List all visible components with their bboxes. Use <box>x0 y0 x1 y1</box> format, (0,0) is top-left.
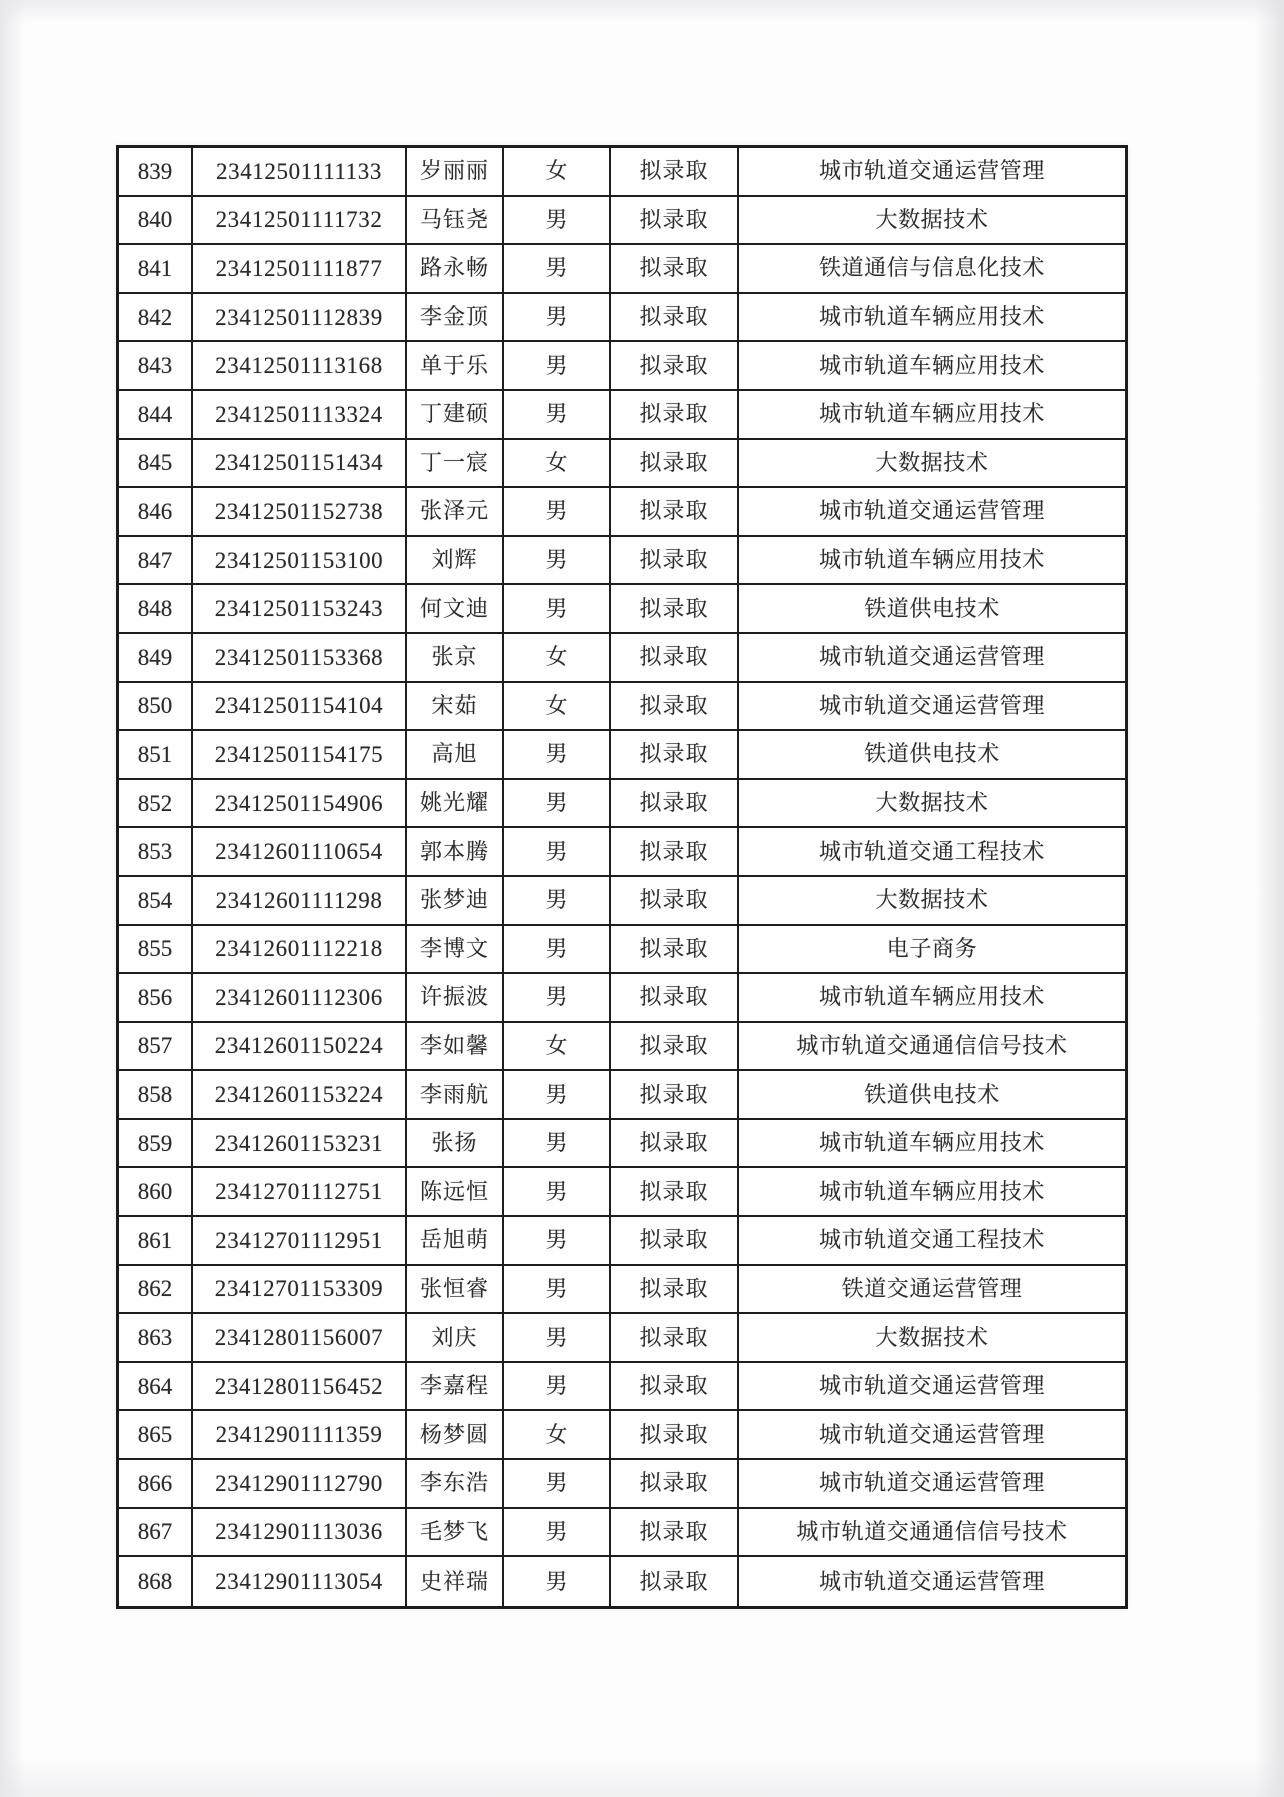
cell-name: 刘庆 <box>407 1314 504 1361</box>
cell-major: 城市轨道车辆应用技术 <box>818 984 1045 1010</box>
cell-major: 城市轨道交通运营管理 <box>818 692 1045 718</box>
cell-admission-status: 拟录取 <box>611 537 739 584</box>
table-row <box>119 148 1125 197</box>
cell-name: 李雨航 <box>407 1071 504 1118</box>
cell-gender: 男 <box>504 731 611 778</box>
cell-row-number: 866 <box>119 1460 193 1507</box>
cell-admission-status: 拟录取 <box>611 1460 739 1507</box>
cell-row-number: 853 <box>119 828 193 875</box>
cell-name: 姚光耀 <box>407 780 504 827</box>
cell-major: 大数据技术 <box>875 449 989 475</box>
cell-candidate-id: 23412501113324 <box>193 391 407 438</box>
table-row <box>119 1266 1125 1315</box>
cell-admission-status: 拟录取 <box>611 634 739 681</box>
cell-gender: 女 <box>504 683 611 730</box>
table-row <box>119 634 1125 683</box>
table-row <box>119 731 1125 780</box>
cell-candidate-id: 23412601112218 <box>193 926 407 973</box>
cell-major: 城市轨道交通通信信号技术 <box>796 1032 1068 1058</box>
cell-admission-status: 拟录取 <box>611 828 739 875</box>
table-row <box>119 440 1125 489</box>
cell-major: 城市轨道交通运营管理 <box>818 498 1045 524</box>
cell-gender: 男 <box>504 342 611 389</box>
cell-gender: 女 <box>504 1411 611 1458</box>
cell-candidate-id: 23412501111133 <box>193 148 407 195</box>
cell-name: 张恒睿 <box>407 1266 504 1313</box>
cell-name: 郭本腾 <box>407 828 504 875</box>
cell-candidate-id: 23412701112951 <box>193 1217 407 1264</box>
cell-gender: 男 <box>504 1217 611 1264</box>
cell-gender: 男 <box>504 1557 611 1606</box>
cell-candidate-id: 23412501111877 <box>193 245 407 292</box>
cell-gender: 男 <box>504 197 611 244</box>
table-row <box>119 1460 1125 1509</box>
table-row <box>119 245 1125 294</box>
cell-row-number: 849 <box>119 634 193 681</box>
cell-admission-status: 拟录取 <box>611 294 739 341</box>
table-row <box>119 197 1125 246</box>
cell-admission-status: 拟录取 <box>611 342 739 389</box>
table-row <box>119 683 1125 732</box>
cell-admission-status: 拟录取 <box>611 877 739 924</box>
cell-admission-status: 拟录取 <box>611 1363 739 1410</box>
cell-row-number: 867 <box>119 1509 193 1556</box>
cell-row-number: 856 <box>119 974 193 1021</box>
cell-admission-status: 拟录取 <box>611 245 739 292</box>
cell-major: 大数据技术 <box>875 790 989 816</box>
cell-candidate-id: 23412501153100 <box>193 537 407 584</box>
cell-gender: 男 <box>504 537 611 584</box>
cell-major: 城市轨道交通运营管理 <box>818 158 1045 184</box>
cell-row-number: 860 <box>119 1168 193 1215</box>
cell-candidate-id: 23412501153368 <box>193 634 407 681</box>
cell-admission-status: 拟录取 <box>611 1120 739 1167</box>
cell-admission-status: 拟录取 <box>611 585 739 632</box>
cell-row-number: 848 <box>119 585 193 632</box>
cell-admission-status: 拟录取 <box>611 1168 739 1215</box>
cell-admission-status: 拟录取 <box>611 1023 739 1070</box>
cell-major: 大数据技术 <box>875 206 989 232</box>
cell-major: 城市轨道车辆应用技术 <box>818 1130 1045 1156</box>
cell-admission-status: 拟录取 <box>611 1314 739 1361</box>
table-row <box>119 1023 1125 1072</box>
cell-name: 刘辉 <box>407 537 504 584</box>
cell-row-number: 858 <box>119 1071 193 1118</box>
cell-row-number: 851 <box>119 731 193 778</box>
cell-gender: 男 <box>504 1460 611 1507</box>
cell-major: 城市轨道交通通信信号技术 <box>796 1518 1068 1544</box>
cell-candidate-id: 23412501113168 <box>193 342 407 389</box>
cell-candidate-id: 23412801156007 <box>193 1314 407 1361</box>
cell-name: 张扬 <box>407 1120 504 1167</box>
cell-major: 电子商务 <box>886 935 978 961</box>
table-row <box>119 1217 1125 1266</box>
cell-candidate-id: 23412601111298 <box>193 877 407 924</box>
cell-major: 城市轨道车辆应用技术 <box>818 304 1045 330</box>
cell-admission-status: 拟录取 <box>611 780 739 827</box>
cell-major: 城市轨道车辆应用技术 <box>818 352 1045 378</box>
cell-candidate-id: 23412801156452 <box>193 1363 407 1410</box>
table-row <box>119 926 1125 975</box>
cell-name: 毛梦飞 <box>407 1509 504 1556</box>
cell-gender: 男 <box>504 294 611 341</box>
cell-row-number: 850 <box>119 683 193 730</box>
table-row <box>119 1557 1125 1606</box>
table-row <box>119 391 1125 440</box>
cell-name: 张泽元 <box>407 488 504 535</box>
cell-gender: 男 <box>504 1266 611 1313</box>
cell-name: 李如馨 <box>407 1023 504 1070</box>
cell-row-number: 843 <box>119 342 193 389</box>
cell-gender: 女 <box>504 148 611 195</box>
cell-row-number: 846 <box>119 488 193 535</box>
cell-row-number: 855 <box>119 926 193 973</box>
cell-name: 路永畅 <box>407 245 504 292</box>
table-row <box>119 537 1125 586</box>
cell-major: 城市轨道交通运营管理 <box>818 1421 1045 1447</box>
cell-gender: 男 <box>504 828 611 875</box>
cell-candidate-id: 23412501154104 <box>193 683 407 730</box>
cell-gender: 男 <box>504 1120 611 1167</box>
cell-candidate-id: 23412501151434 <box>193 440 407 487</box>
cell-row-number: 862 <box>119 1266 193 1313</box>
cell-row-number: 842 <box>119 294 193 341</box>
cell-candidate-id: 23412601150224 <box>193 1023 407 1070</box>
cell-name: 单于乐 <box>407 342 504 389</box>
cell-name: 丁一宸 <box>407 440 504 487</box>
cell-gender: 男 <box>504 245 611 292</box>
cell-admission-status: 拟录取 <box>611 197 739 244</box>
cell-major: 铁道通信与信息化技术 <box>818 255 1045 281</box>
cell-row-number: 852 <box>119 780 193 827</box>
cell-name: 岁丽丽 <box>407 148 504 195</box>
cell-candidate-id: 23412501153243 <box>193 585 407 632</box>
cell-admission-status: 拟录取 <box>611 1411 739 1458</box>
cell-gender: 男 <box>504 585 611 632</box>
cell-candidate-id: 23412901112790 <box>193 1460 407 1507</box>
cell-admission-status: 拟录取 <box>611 148 739 195</box>
cell-admission-status: 拟录取 <box>611 974 739 1021</box>
table-row <box>119 780 1125 829</box>
cell-name: 高旭 <box>407 731 504 778</box>
cell-major: 铁道交通运营管理 <box>841 1275 1023 1301</box>
cell-major: 大数据技术 <box>875 887 989 913</box>
table-row <box>119 877 1125 926</box>
cell-candidate-id: 23412701153309 <box>193 1266 407 1313</box>
cell-major: 大数据技术 <box>875 1324 989 1350</box>
cell-row-number: 845 <box>119 440 193 487</box>
cell-major: 城市轨道交通工程技术 <box>818 1227 1045 1253</box>
cell-gender: 男 <box>504 1363 611 1410</box>
cell-candidate-id: 23412901113036 <box>193 1509 407 1556</box>
cell-name: 杨梦圆 <box>407 1411 504 1458</box>
table-row <box>119 585 1125 634</box>
cell-candidate-id: 23412901113054 <box>193 1557 407 1606</box>
cell-candidate-id: 23412501111732 <box>193 197 407 244</box>
cell-major: 铁道供电技术 <box>864 741 1000 767</box>
cell-name: 李博文 <box>407 926 504 973</box>
cell-major: 城市轨道车辆应用技术 <box>818 547 1045 573</box>
cell-row-number: 863 <box>119 1314 193 1361</box>
cell-admission-status: 拟录取 <box>611 731 739 778</box>
cell-row-number: 864 <box>119 1363 193 1410</box>
cell-name: 张梦迪 <box>407 877 504 924</box>
cell-candidate-id: 23412501154906 <box>193 780 407 827</box>
cell-candidate-id: 23412901111359 <box>193 1411 407 1458</box>
cell-row-number: 844 <box>119 391 193 438</box>
cell-gender: 男 <box>504 391 611 438</box>
table-row <box>119 1168 1125 1217</box>
cell-candidate-id: 23412601110654 <box>193 828 407 875</box>
cell-row-number: 865 <box>119 1411 193 1458</box>
cell-admission-status: 拟录取 <box>611 488 739 535</box>
cell-admission-status: 拟录取 <box>611 926 739 973</box>
cell-gender: 男 <box>504 780 611 827</box>
cell-gender: 男 <box>504 1314 611 1361</box>
cell-major: 铁道供电技术 <box>864 1081 1000 1107</box>
cell-row-number: 854 <box>119 877 193 924</box>
table-row <box>119 1071 1125 1120</box>
cell-admission-status: 拟录取 <box>611 1217 739 1264</box>
cell-candidate-id: 23412601153224 <box>193 1071 407 1118</box>
cell-major: 城市轨道交通运营管理 <box>818 644 1045 670</box>
cell-gender: 男 <box>504 974 611 1021</box>
cell-name: 马钰尧 <box>407 197 504 244</box>
cell-row-number: 839 <box>119 148 193 195</box>
cell-major: 城市轨道交通运营管理 <box>818 1373 1045 1399</box>
table-row <box>119 974 1125 1023</box>
table-row <box>119 1120 1125 1169</box>
cell-candidate-id: 23412501154175 <box>193 731 407 778</box>
table-row <box>119 294 1125 343</box>
cell-name: 张京 <box>407 634 504 681</box>
cell-gender: 男 <box>504 1509 611 1556</box>
cell-name: 李东浩 <box>407 1460 504 1507</box>
cell-gender: 男 <box>504 877 611 924</box>
cell-row-number: 861 <box>119 1217 193 1264</box>
cell-name: 李嘉程 <box>407 1363 504 1410</box>
cell-candidate-id: 23412601112306 <box>193 974 407 1021</box>
cell-name: 岳旭萌 <box>407 1217 504 1264</box>
table-row <box>119 488 1125 537</box>
cell-gender: 女 <box>504 1023 611 1070</box>
cell-major: 城市轨道交通运营管理 <box>818 1568 1045 1594</box>
cell-gender: 男 <box>504 926 611 973</box>
table-row <box>119 342 1125 391</box>
table-row <box>119 1314 1125 1363</box>
cell-name: 丁建硕 <box>407 391 504 438</box>
admission-list-table <box>116 145 1128 1609</box>
cell-major: 城市轨道车辆应用技术 <box>818 401 1045 427</box>
table-row <box>119 1411 1125 1460</box>
table-row <box>119 1363 1125 1412</box>
cell-major: 城市轨道交通运营管理 <box>818 1470 1045 1496</box>
cell-gender: 女 <box>504 634 611 681</box>
cell-row-number: 841 <box>119 245 193 292</box>
cell-name: 史祥瑞 <box>407 1557 504 1606</box>
cell-candidate-id: 23412701112751 <box>193 1168 407 1215</box>
table-row <box>119 1509 1125 1558</box>
cell-gender: 男 <box>504 1168 611 1215</box>
cell-row-number: 847 <box>119 537 193 584</box>
cell-admission-status: 拟录取 <box>611 683 739 730</box>
cell-candidate-id: 23412501112839 <box>193 294 407 341</box>
cell-name: 宋茹 <box>407 683 504 730</box>
cell-gender: 男 <box>504 488 611 535</box>
cell-candidate-id: 23412501152738 <box>193 488 407 535</box>
cell-major: 城市轨道交通工程技术 <box>818 838 1045 864</box>
cell-admission-status: 拟录取 <box>611 1071 739 1118</box>
cell-name: 陈远恒 <box>407 1168 504 1215</box>
cell-row-number: 859 <box>119 1120 193 1167</box>
cell-admission-status: 拟录取 <box>611 391 739 438</box>
cell-admission-status: 拟录取 <box>611 1509 739 1556</box>
cell-row-number: 840 <box>119 197 193 244</box>
cell-major: 铁道供电技术 <box>864 595 1000 621</box>
cell-row-number: 857 <box>119 1023 193 1070</box>
table-row <box>119 828 1125 877</box>
cell-row-number: 868 <box>119 1557 193 1606</box>
cell-candidate-id: 23412601153231 <box>193 1120 407 1167</box>
cell-gender: 女 <box>504 440 611 487</box>
cell-gender: 男 <box>504 1071 611 1118</box>
cell-name: 何文迪 <box>407 585 504 632</box>
cell-name: 李金顶 <box>407 294 504 341</box>
cell-admission-status: 拟录取 <box>611 1557 739 1606</box>
cell-admission-status: 拟录取 <box>611 1266 739 1313</box>
cell-name: 许振波 <box>407 974 504 1021</box>
cell-major: 城市轨道车辆应用技术 <box>818 1178 1045 1204</box>
cell-admission-status: 拟录取 <box>611 440 739 487</box>
